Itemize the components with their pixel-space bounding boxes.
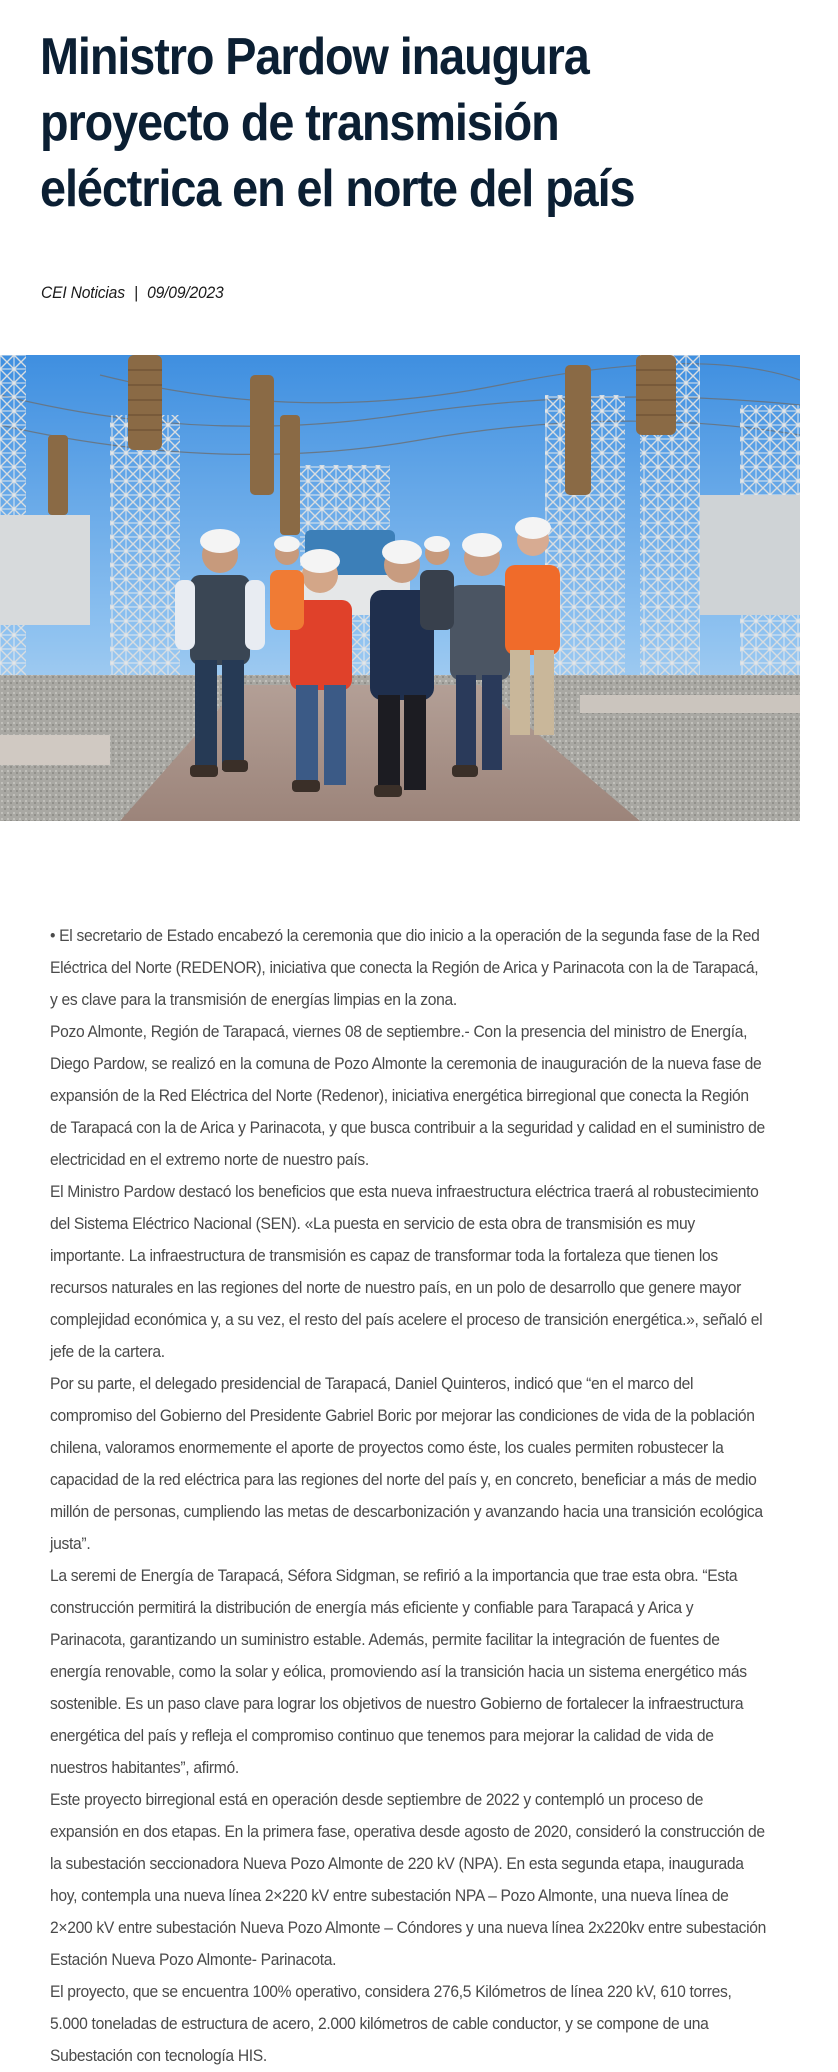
substation-photo-icon — [0, 355, 800, 821]
article-meta — [41, 283, 224, 303]
body-paragraph: Por su parte, el delegado presidencial de Tarapacá, Daniel Quinteros, indicó que “en el marco del compromiso del Gobierno del Presidente Gabriel Boric por mejorar las condiciones de vida de la población chilena, valoramos enormemente el aporte de proyectos como éste, los cuales permiten robustecer la capacidad de la red eléctrica para las regiones del norte del país y, en concreto, beneficiar a más de medio millón de personas, cumpliendo las metas de descarbonización y avanzando hacia una transición ecológica justa”. — [50, 1374, 763, 1553]
body-paragraph: El Ministro Pardow destacó los beneficios que esta nueva infraestructura eléctrica traerá al robustecimiento del Sistema Eléctrico Nacional (SEN). «La puesta en servicio de esta obra de transmisión es muy importante. La infraestructura de transmisión es capaz de transformar toda la fortaleza que tienen los recursos naturales en las regiones del norte de nuestro país, en un polo de desarrollo que genere mayor complejidad económica y, a su vez, el resto del país acelere el proceso de transición energética.», señaló el jefe de la cartera. — [50, 1182, 763, 1361]
body-paragraph: Pozo Almonte, Región de Tarapacá, viernes 08 de septiembre.- Con la presencia del ministro de Energía, Diego Pardow, se realizó en la comuna de Pozo Almonte la ceremonia de inauguración de la nueva fase de expansión de la Red Eléctrica del Norte (Redenor), iniciativa energética birregional que conecta la Región de Tarapacá con la de Arica y Parinacota, y que busca contribuir a la seguridad y calidad en el suministro de electricidad en el extremo norte de nuestro país. — [50, 1022, 765, 1169]
body-paragraph: • El secretario de Estado encabezó la ceremonia que dio inicio a la operación de la segunda fase de la Red Eléctrica del Norte (REDENOR), iniciativa que conecta la Región de Arica y Parinacota con la de Tarapacá, y es clave para la transmisión de energías limpias en la zona. — [50, 926, 760, 1009]
body-paragraph: El proyecto, que se encuentra 100% operativo, considera 276,5 Kilómetros de línea 220 kV, 610 torres, 5.000 toneladas de estructura de acero, 2.000 kilómetros de cable conductor, y se compone de una Subestación con tecnología HIS. — [50, 1982, 732, 2065]
article-title: Ministro Pardow inaugura proyecto de transmisión eléctrica en el norte del país — [40, 28, 635, 218]
article-body — [50, 920, 780, 2072]
article-date: 09/09/2023 — [147, 283, 224, 302]
body-paragraph: La seremi de Energía de Tarapacá, Séfora Sidgman, se refirió a la importancia que trae esta obra. “Esta construcción permitirá la distribución de energía más eficiente y confiable para Tarapacá y Arica y Parinacota, garantizando un suministro estable. Además, permite facilitar la integración de fuentes de energía renovable, como la solar y eólica, promoviendo así la transición hacia un sistema energético más sostenible. Es un paso clave para lograr los objetivos de nuestro Gobierno de fortalecer la infraestructura energética del país y refleja el compromiso continuo que tenemos para mejorar la calidad de vida de nuestros habitantes”, afirmó. — [50, 1566, 747, 1777]
body-paragraph: Este proyecto birregional está en operación desde septiembre de 2022 y contempló un proceso de expansión en dos etapas. En la primera fase, operativa desde agosto de 2020, consideró la construcción de la subestación seccionadora Nueva Pozo Almonte de 220 kV (NPA). En esta segunda etapa, inaugurada hoy, contempla una nueva línea 2×220 kV entre subestación NPA – Pozo Almonte, una nueva línea de 2×200 kV entre subestación Nueva Pozo Almonte – Cóndores y una nueva línea 2x220kv entre subestación Estación Nueva Pozo Almonte- Parinacota. — [50, 1790, 766, 1969]
meta-separator: | — [134, 283, 138, 302]
article-source[interactable]: CEI Noticias — [41, 283, 125, 302]
hero-image — [0, 355, 800, 821]
